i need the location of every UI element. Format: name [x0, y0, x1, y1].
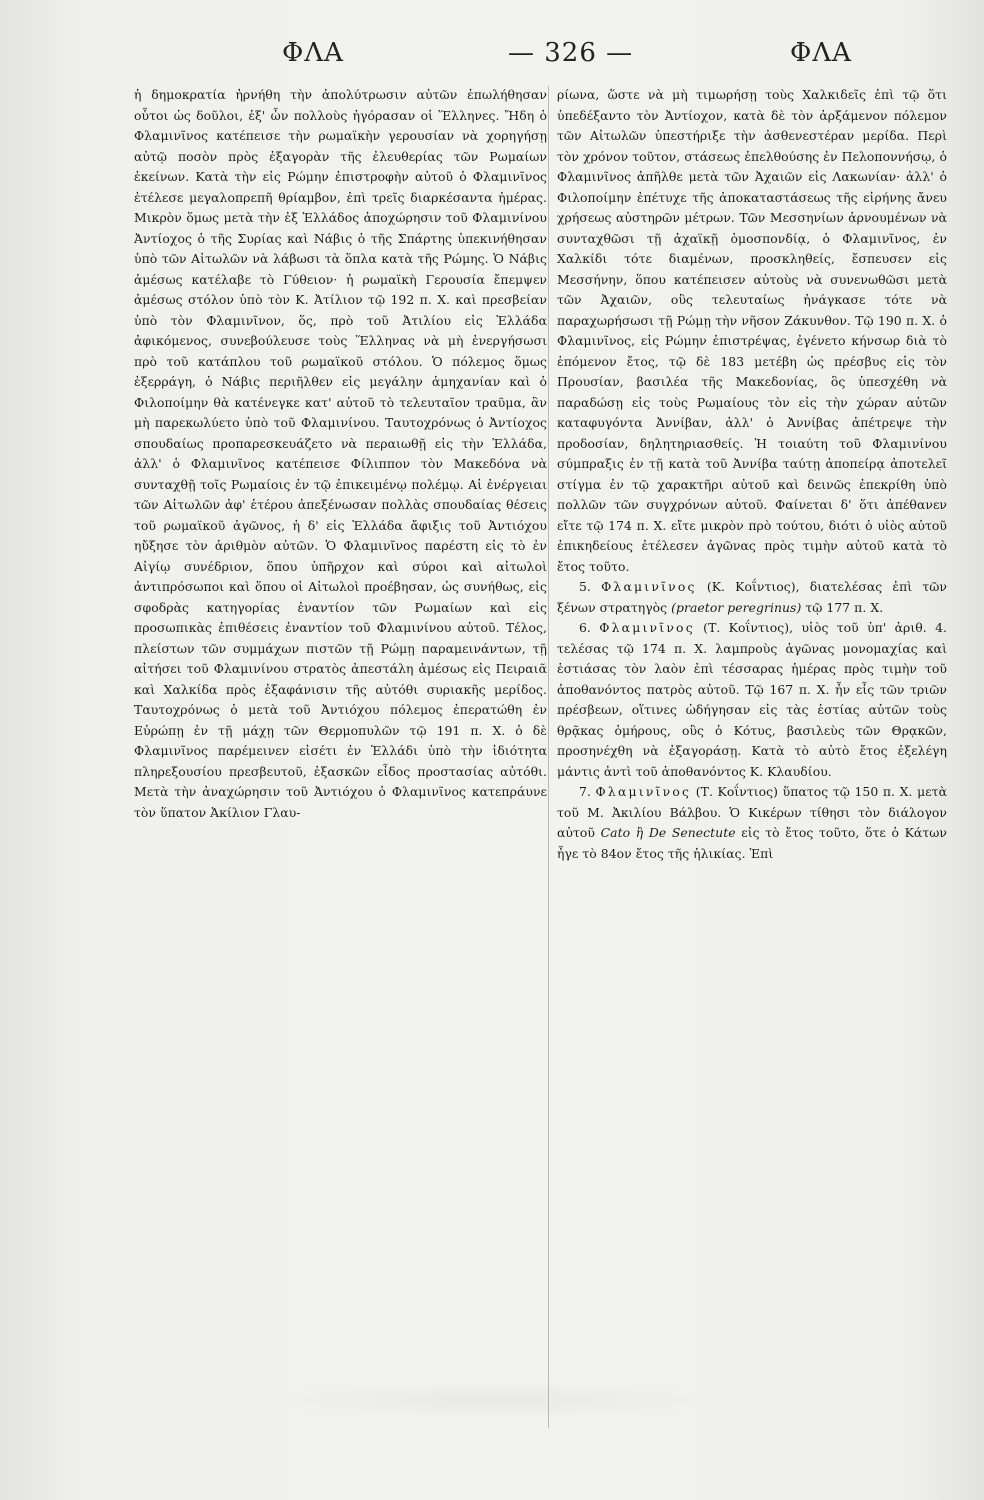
entry-7 [557, 782, 947, 864]
entry-5-text-b: τῷ 177 π. Χ. [801, 599, 884, 615]
entry-5-latin-term: (praetor peregrinus) [671, 599, 802, 615]
column-divider [548, 86, 549, 1428]
right-column [557, 85, 947, 1430]
entry-6 [557, 618, 947, 782]
entry-5-number: 5. [579, 579, 591, 594]
page-header [0, 38, 984, 78]
entry-5-text-a: (Κ. Κοΐντιος), διατελέσας ἐπὶ τῶν ξένων στρατηγὸς [557, 579, 947, 615]
entry-7-latin-title: Cato ἢ De Senectute [600, 825, 736, 840]
header-right-keyword: ΦΛΑ [790, 38, 852, 68]
entry-5-name: Φλαμινῖνος [601, 579, 697, 594]
page-number: — 326 — [508, 38, 634, 68]
entry-6-text: (Τ. Κοΐντιος), υἱὸς τοῦ ὑπ' ἀριθ. 4. τελέσας τῷ 174 π. Χ. λαμπροὺς ἀγῶνας μονομαχίας καὶ ἑστιάσας τὸν λαὸν ἐπὶ τέσσαρας ἡμέρας πρὸς τιμὴν τοῦ ἀποθανόντος πατρὸς αὐτοῦ. Τῷ 167 π. Χ. ἦν εἷς τῶν τριῶν πρέσβεων, οἵτινες ὡδήγησαν εἰς τὰς ἑστίας αὐτῶν τοὺς θρᾷκας ὁμήρους, οὓς ὁ Κότυς, βασιλεὺς τῶν Θρᾳκῶν, προσηνέχθη νὰ ἐξαγοράσῃ. Κατὰ τὸ αὐτὸ ἔτος ἐξελέγη μάντις ἀντὶ τοῦ ἀποθανόντος Κ. Κλαυδίου. [557, 620, 947, 779]
left-column [134, 85, 547, 1430]
entry-7-text-b: εἰς τὸ ἔτος τοῦτο, ὅτε ὁ Κάτων ἦγε τὸ 84ον ἔτος τῆς ἡλικίας. Ἐπὶ [557, 825, 947, 861]
left-column-paragraph: ἡ δημοκρατία ἠρνήθη τὴν ἀπολύτρωσιν αὐτῶν ἐπωλήθησαν οὗτοι ὡς δοῦλοι, ἐξ' ὧν πολλοὺς ἠγόρασαν οἱ Ἕλληνες. Ἤδη ὁ Φλαμινῖνος κατέπεισε τὴν ρωμαϊκὴν γερουσίαν νὰ χορηγήσῃ αὐτῷ ποσὸν πρὸς ἐξαγορὰν τῆς ἐλευθερίας τῶν Ρωμαίων ἐκείνων. Κατὰ τὴν εἰς Ρώμην ἐπιστροφὴν αὐτοῦ ὁ Φλαμινῖνος ἐτέλεσε μεγαλοπρεπῆ θρίαμβον, ἐπὶ τρεῖς διαρκέσαντα ἡμέρας. Μικρὸν ὅμως μετὰ τὴν ἐξ Ἑλλάδος ἀποχώρησιν τοῦ Φλαμινίνου Ἀντίοχος ὁ τῆς Συρίας καὶ Νάβις ὁ τῆς Σπάρτης ὑπεκινήθησαν ὑπὸ τῶν Αἰτωλῶν νὰ λάβωσι τὰ ὅπλα κατὰ τῆς Ρώμης. Ὁ Νάβις ἀμέσως κατέλαβε τὸ Γύθειον· ἡ ρωμαϊκὴ Γερουσία ἔπεμψεν ἀμέσως στόλον ὑπὸ τὸν Κ. Ἀτίλιον τῷ 192 π. Χ. καὶ πρεσβείαν ὑπὸ τὸν Φλαμινῖνον, ὅς, πρὸ τοῦ Ἀτιλίου εἰς Ἑλλάδα ἀφικόμενος, συνεβούλευσε τοὺς Ἕλληνας νὰ μὴ ἐνεργήσωσι πρὸ τοῦ κατάπλου τοῦ ρωμαϊκοῦ στόλου. Ὁ πόλεμος ὅμως ἐξερράγη, ὁ Νάβις περιῆλθεν εἰς μεγάλην ἀμηχανίαν καὶ ὁ Φιλοποίμην θὰ κατένεγκε κατ' αὐτοῦ τὸ τελευταῖον τραῦμα, ἂν μὴ παρεκωλύετο ὑπὸ τοῦ Φλαμινίνου. Ταυτοχρόνως ὁ Ἀντίοχος σπουδαίως προπαρεσκευάζετο νὰ περαιωθῇ εἰς τὴν Ἑλλάδα, ἀλλ' ὁ Φλαμινῖνος κατέπεισε Φίλιππον τὸν Μακεδόνα νὰ συνταχθῇ τοῖς Ρωμαίοις ἐν τῷ ἐπικειμένῳ πολέμῳ. Αἱ ἐνέργειαι τῶν Αἰτωλῶν ἀφ' ἑτέρου ἀπεξένωσαν πολλὰς σπουδαίας θέσεις τοῦ ρωμαϊκοῦ ἀγῶνος, ἡ δ' εἰς Ἑλλάδα ἄφιξις τοῦ Ἀντιόχου ηὔξησε τὸν ἀριθμὸν αὐτῶν. Ὁ Φλαμινῖνος παρέστη εἰς τὸ ἐν Αἰγίῳ συνέδριον, ὅπου ὑπῆρχον καὶ σύροι καὶ αἰτωλοὶ ἀντιπρόσωποι καὶ ὅπου οἱ Αἰτωλοὶ προέβησαν, ὡς συνήθως, εἰς σφοδρὰς κατηγορίας ἐναντίον τῶν Ρωμαίων καὶ εἰς προσωπικὰς ἐπιθέσεις ἐναντίον τοῦ Φλαμινίνου αὐτοῦ. Τέλος, πλείστων τῶν συμμάχων πιστῶν τῇ Ρώμῃ παραμεινάντων, τῇ αἰτήσει τοῦ Φλαμινίνου στρατὸς ἀπεστάλη ἀμέσως εἰς Πειραιᾶ καὶ Χαλκίδα πρὸς ἐξαφάνισιν τῆς αὐτόθι συριακῆς μερίδος. Ταυτοχρόνως ὁ μετὰ τοῦ Ἀντιόχου πόλεμος ἐπερατώθη ἐν Εὐρώπῃ ἐν τῇ μάχῃ τῶν Θερμοπυλῶν τῷ 191 π. Χ. ὁ δὲ Φλαμινῖνος παρέμεινεν εἰσέτι ἐν Ἑλλάδι ὑπὸ τὴν ἰδιότητα πληρεξουσίου πρεσβευτοῦ, ἐξασκῶν εἶδος προστασίας αὐτόθι. Μετὰ τὴν ἀναχώρησιν τοῦ Ἀντιόχου ὁ Φλαμινῖνος κατεπράυνε τὸν ὕπατον Ἀκίλιον Γλαυ- [134, 87, 547, 820]
entry-5 [557, 577, 947, 618]
right-column-paragraph-1: ρίωνα, ὥστε νὰ μὴ τιμωρήσῃ τοὺς Χαλκιδεῖς ἐπὶ τῷ ὅτι ὑπεδέξαντο τὸν Ἀντίοχον, κατὰ δὲ τὸν ἀρξάμενον πόλεμον τῶν Αἰτωλῶν ὑπεστήριξε τὴν ἀσθενεστέραν μερίδα. Περὶ τὸν χρόνον τοῦτον, στάσεως ἐπελθούσης ἐν Πελοποννήσῳ, ὁ Φλαμινῖνος ἀπῆλθε μετὰ τῶν Ἀχαιῶν εἰς Λακωνίαν· ἀλλ' ὁ Φιλοποίμην ἐπέτυχε τῆς ἀποκαταστάσεως τῆς εἰρήνης ἄνευ χρήσεως αὐστηρῶν μέτρων. Τῶν Μεσσηνίων ἀρνουμένων νὰ συνταχθῶσι τῇ ἀχαϊκῇ ὁμοσπονδίᾳ, ὁ Φλαμινῖνος, ἐν Χαλκίδι τότε διαμένων, προσκληθείς, ἔσπευσεν εἰς Μεσσήνην, ὅπου κατέπεισεν αὐτοὺς νὰ συνενωθῶσι μετὰ τῶν Ἀχαιῶν, οὓς τελευταίως ἠνάγκασε τότε νὰ παραχωρήσωσι τῇ Ρώμῃ τὴν νῆσον Ζάκυνθον. Τῷ 190 π. Χ. ὁ Φλαμινῖνος, εἰς Ρώμην ἐπιστρέψας, ἐγένετο κήνσωρ διὰ τὸ ἑπόμενον ἔτος, τῷ δὲ 183 μετέβη ὡς πρέσβυς εἰς τὸν Προυσίαν, βασιλέα τῆς Μακεδονίας, ὃς ὑπεσχέθη νὰ παραδώσῃ εἰς τοὺς Ρωμαίους τὸν εἰς τὴν χώραν αὐτῶν καταφυγόντα Ἀννίβαν, ἀλλ' ὁ Ἀννίβας ἀπέτρεψε τὴν προδοσίαν, δηλητηριασθείς. Ἡ τοιαύτη τοῦ Φλαμινίνου σύμπραξις ἐν τῇ κατὰ τοῦ Ἀννίβα ταύτῃ ἀποπείρᾳ ἀποτελεῖ στίγμα ἐν τῷ χαρακτῆρι αὐτοῦ καὶ δεινῶς ἐπεκρίθη ὑπὸ πολλῶν τῶν συγχρόνων αὐτοῦ. Φαίνεται δ' ὅτι ἀπέθανεν εἴτε τῷ 174 π. Χ. εἴτε μικρὸν πρὸ τούτου, διότι ὁ υἱὸς αὐτοῦ ἐπικηδείους ἐτέλεσεν ἀγῶνας πρὸς τιμὴν αὐτοῦ κατὰ τὸ ἔτος τοῦτο. [557, 87, 947, 574]
entry-6-name: Φλαμινῖνος [599, 620, 695, 635]
scan-stain [260, 1380, 730, 1420]
entry-7-number: 7. [579, 784, 591, 799]
entry-7-text-a: (Τ. Κοΐντιος) ὕπατος τῷ 150 π. Χ. μετὰ τοῦ Μ. Ἀκιλίου Βάλβου. Ὁ Κικέρων τίθησι τὸν διάλογον αὐτοῦ [557, 784, 947, 840]
header-left-keyword: ΦΛΑ [282, 38, 344, 68]
entry-7-name: Φλαμινῖνος [595, 784, 692, 799]
entry-6-number: 6. [579, 620, 591, 635]
